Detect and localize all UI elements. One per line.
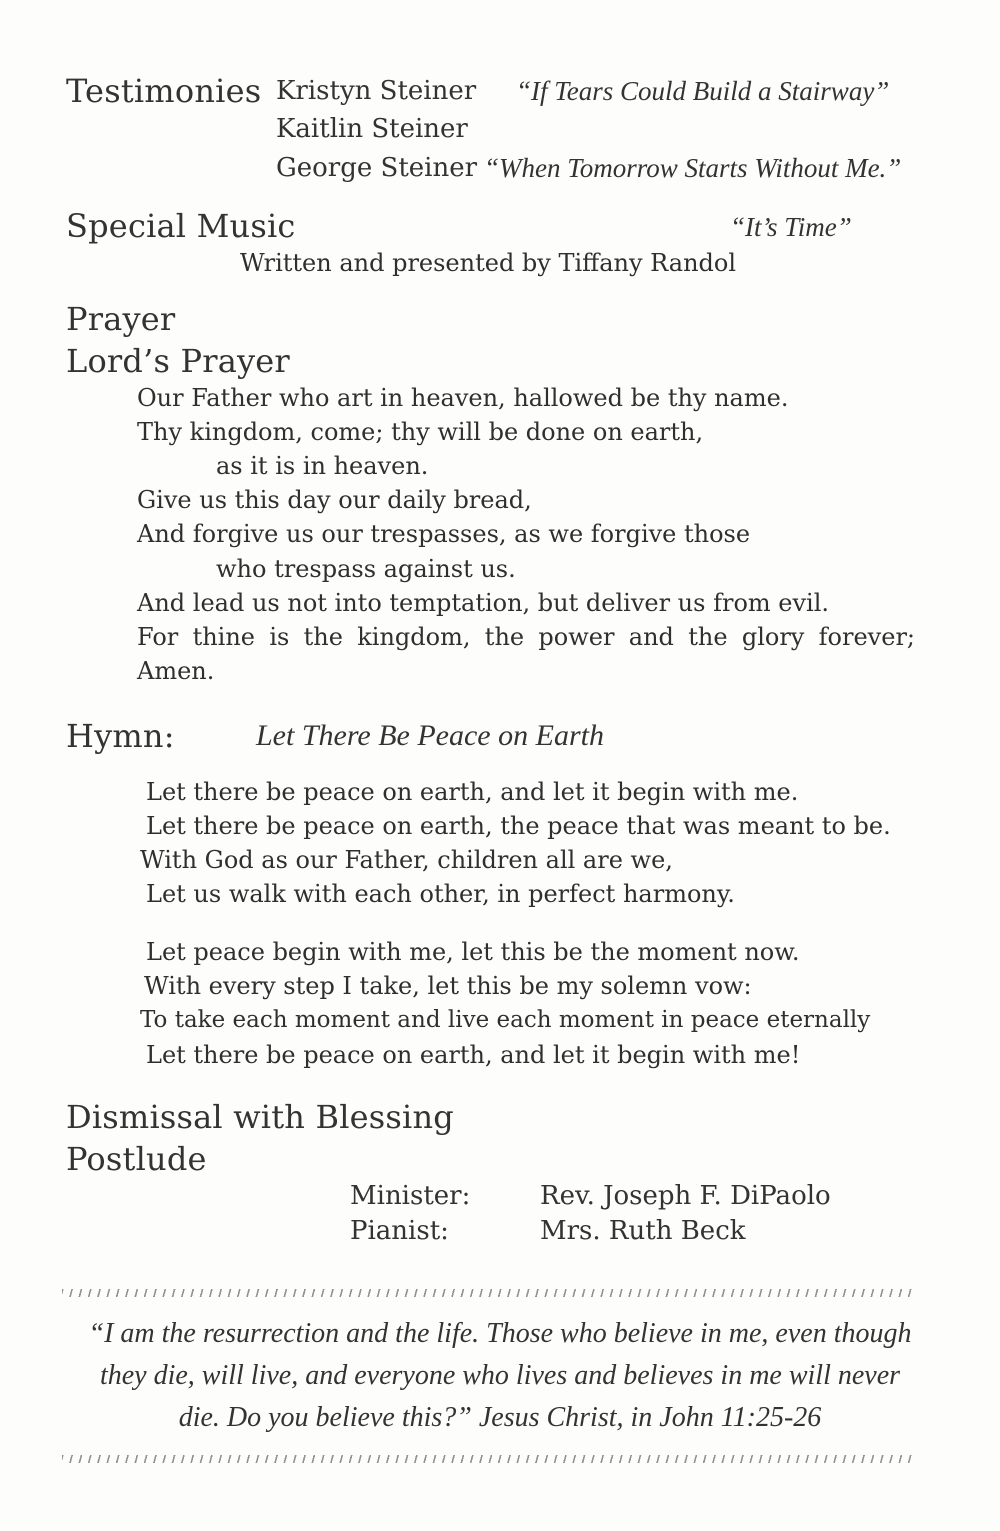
hymn-line: Let us walk with each other, in perfect harmony. <box>146 880 735 908</box>
special-music-title: “It’s Time” <box>730 212 852 242</box>
scripture-quote-line: “I am the resurrection and the life. Those who believe in me, even though <box>88 1318 912 1349</box>
prayer-line: who trespass against us. <box>216 555 516 583</box>
officiant-name: Rev. Joseph F. DiPaolo <box>540 1181 831 1211</box>
hymn-line: Let peace begin with me, let this be the moment now. <box>146 938 800 966</box>
postlude-heading: Postlude <box>66 1140 207 1178</box>
prayer-line: Amen. <box>137 657 215 685</box>
testimony-name: Kristyn Steiner <box>276 76 477 106</box>
scripture-quote-line: they die, will live, and everyone who lives and believes in me will never <box>99 1360 901 1391</box>
prayer-line: And lead us not into temptation, but deliver us from evil. <box>137 589 830 617</box>
testimony-title: “When Tomorrow Starts Without Me.” <box>484 153 902 183</box>
hymn-label: Hymn: <box>66 717 175 755</box>
hymn-line: To take each moment and live each moment in peace eternally <box>140 1007 871 1033</box>
hymn-line: Let there be peace on earth, the peace that was meant to be. <box>146 812 891 840</box>
special-music-credit: Written and presented by Tiffany Randol <box>240 249 737 277</box>
testimony-name: George Steiner <box>276 153 478 183</box>
prayer-line: For thine is the kingdom, the power and the glory forever; <box>137 623 915 651</box>
prayer-line: Give us this day our daily bread, <box>137 486 532 514</box>
special-music-heading: Special Music <box>66 207 296 245</box>
hymn-line: With every step I take, let this be my solemn vow: <box>144 972 752 1000</box>
prayer-line: Thy kingdom, come; thy will be done on earth, <box>137 418 704 446</box>
prayer-line: as it is in heaven. <box>216 452 429 480</box>
testimonies-heading: Testimonies <box>66 72 262 110</box>
testimony-name: Kaitlin Steiner <box>276 114 468 144</box>
scripture-quote-line: die. Do you believe this?” Jesus Christ, in John 11:25-26 <box>178 1402 822 1433</box>
officiant-role: Minister: <box>350 1181 471 1211</box>
hymn-line: With God as our Father, children all are we, <box>140 846 673 874</box>
prayer-line: Our Father who art in heaven, hallowed be thy name. <box>137 384 789 412</box>
bottom-dashed-divider <box>62 1455 912 1463</box>
prayer-heading: Prayer <box>66 300 176 338</box>
testimony-title: “If Tears Could Build a Stairway” <box>516 76 890 106</box>
officiant-name: Mrs. Ruth Beck <box>540 1216 746 1246</box>
officiant-role: Pianist: <box>350 1216 449 1246</box>
lords-prayer-heading: Lord’s Prayer <box>66 342 290 380</box>
hymn-line: Let there be peace on earth, and let it begin with me. <box>146 778 799 806</box>
hymn-line: Let there be peace on earth, and let it begin with me! <box>146 1041 801 1069</box>
prayer-line: And forgive us our trespasses, as we forgive those <box>137 520 751 548</box>
top-dashed-divider <box>62 1289 912 1297</box>
dismissal-heading: Dismissal with Blessing <box>66 1098 454 1136</box>
hymn-title: Let There Be Peace on Earth <box>256 719 604 752</box>
